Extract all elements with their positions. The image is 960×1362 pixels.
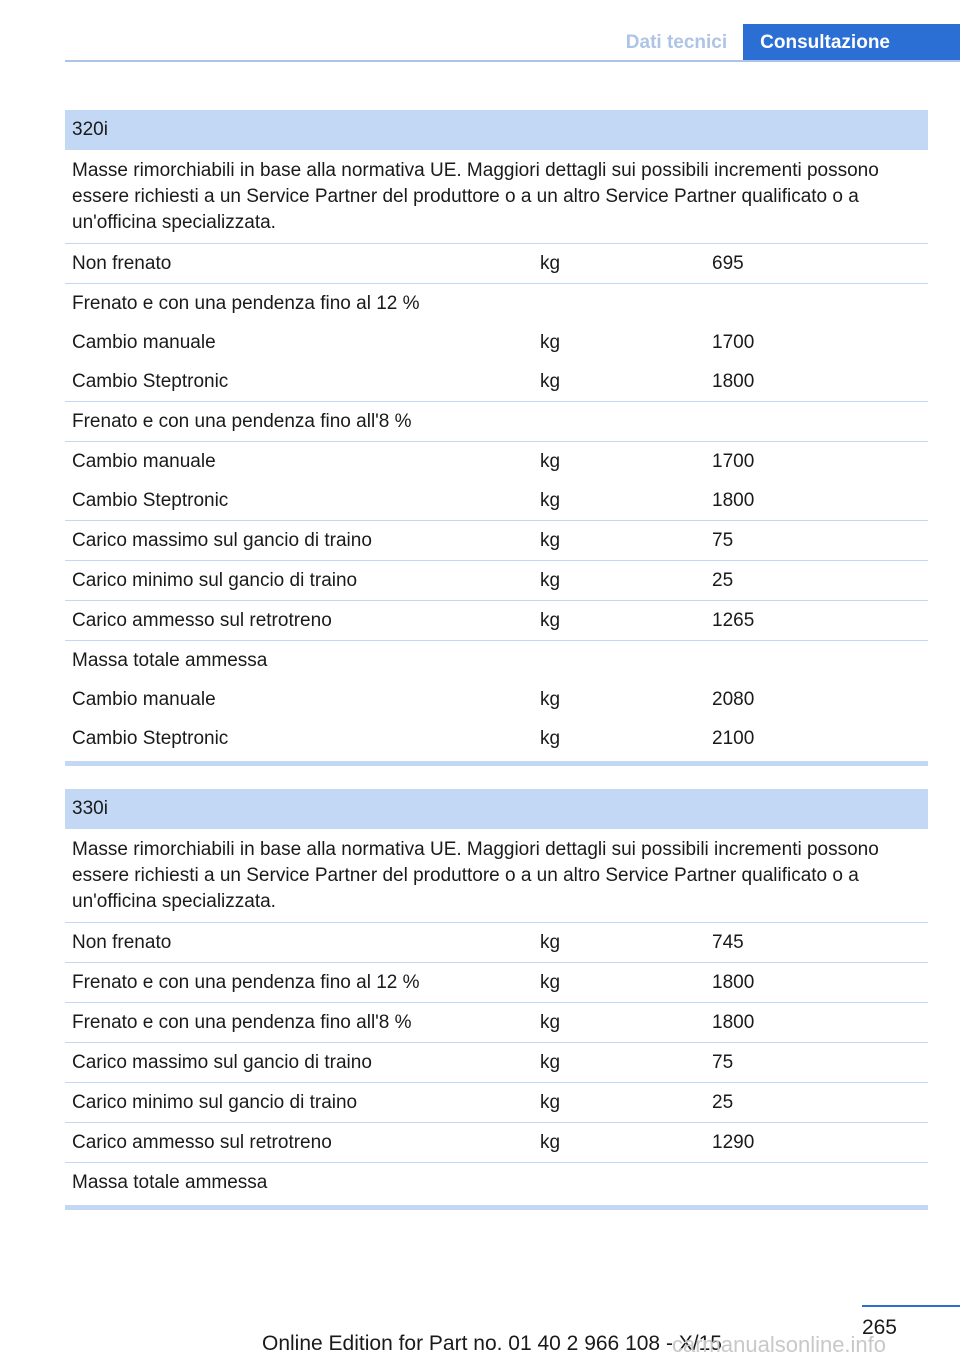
table-row	[65, 1043, 928, 1083]
row-unit: kg	[540, 972, 561, 993]
row-unit: kg	[540, 570, 561, 591]
table-row	[65, 1123, 928, 1163]
page-number: 265	[861, 1316, 897, 1339]
row-label: Massa totale ammessa	[72, 1172, 268, 1193]
row-unit: kg	[540, 610, 561, 631]
row-value	[712, 284, 928, 323]
row-value: 75	[712, 1052, 734, 1073]
spec-table-330i	[65, 789, 928, 1210]
row-label: Non frenato	[72, 932, 172, 953]
table-row	[65, 641, 928, 680]
row-value	[712, 402, 928, 441]
table-bottom-rule	[65, 761, 928, 766]
row-label: Cambio Steptronic	[72, 728, 229, 749]
row-unit: kg	[540, 689, 561, 710]
table-row	[65, 963, 928, 1003]
table-row	[65, 521, 928, 561]
row-label: Frenato e con una pendenza fino all'8 %	[72, 1012, 412, 1033]
row-label: Cambio manuale	[72, 451, 216, 472]
tab-dati-tecnici[interactable]: Dati tecnici	[610, 24, 743, 62]
row-value: 1700	[712, 451, 755, 472]
table-row	[65, 923, 928, 963]
watermark: carmanualsonline.info	[672, 1332, 887, 1357]
tab-consultazione[interactable]: Consultazione	[743, 24, 960, 62]
table-row	[65, 402, 928, 442]
table-row	[65, 481, 928, 521]
row-label: Non frenato	[72, 253, 172, 274]
row-value: 1800	[712, 371, 755, 392]
edition-note: Online Edition for Part no. 01 40 2 966 108 - X/15	[262, 1332, 722, 1355]
row-label: Cambio manuale	[72, 332, 216, 353]
spec-table-320i	[65, 110, 928, 766]
row-label: Carico ammesso sul retrotreno	[72, 610, 332, 631]
row-unit	[540, 402, 712, 441]
table-description: Masse rimorchiabili in base alla normativa UE. Maggiori dettagli sui possibili incrementi possono essere richiesti a un Service Partner del produttore o a un altro Service Partner qualificato o a un'officina specializzata.	[65, 829, 928, 923]
table-description: Masse rimorchiabili in base alla normativa UE. Maggiori dettagli sui possibili incrementi possono essere richiesti a un Service Partner del produttore o a un altro Service Partner qualificato o a un'officina specializzata.	[65, 150, 928, 244]
row-value: 1700	[712, 332, 755, 353]
table-row	[65, 680, 928, 719]
footer-rule	[862, 1305, 960, 1307]
row-label: Carico minimo sul gancio di traino	[72, 1092, 358, 1113]
section-tabs	[610, 24, 960, 62]
row-label: Cambio Steptronic	[72, 490, 229, 511]
table-title: 330i	[65, 789, 928, 829]
row-unit	[540, 641, 712, 680]
table-row	[65, 1083, 928, 1123]
row-value	[712, 1163, 928, 1202]
table-bottom-rule	[65, 1205, 928, 1210]
row-label: Frenato e con una pendenza fino all'8 %	[72, 411, 412, 432]
row-unit: kg	[540, 1052, 561, 1073]
row-label: Carico massimo sul gancio di traino	[72, 530, 372, 551]
row-unit: kg	[540, 490, 561, 511]
table-row	[65, 601, 928, 641]
table-row	[65, 1003, 928, 1043]
row-unit: kg	[540, 1092, 561, 1113]
row-unit: kg	[540, 728, 561, 749]
row-label: Carico massimo sul gancio di traino	[72, 1052, 372, 1073]
row-label: Frenato e con una pendenza fino al 12 %	[72, 972, 420, 993]
row-value	[712, 641, 928, 680]
row-value: 695	[712, 253, 744, 274]
row-unit: kg	[540, 1012, 561, 1033]
row-unit: kg	[540, 253, 561, 274]
table-row	[65, 442, 928, 481]
header-rule	[65, 60, 960, 62]
row-unit: kg	[540, 371, 561, 392]
row-value: 1265	[712, 610, 755, 631]
row-unit: kg	[540, 1132, 561, 1153]
row-value: 745	[712, 932, 744, 953]
table-row	[65, 1163, 928, 1202]
row-label: Cambio Steptronic	[72, 371, 229, 392]
row-label: Massa totale ammessa	[72, 650, 268, 671]
row-unit: kg	[540, 451, 561, 472]
row-label: Cambio manuale	[72, 689, 216, 710]
row-label: Frenato e con una pendenza fino al 12 %	[72, 293, 420, 314]
row-unit: kg	[540, 932, 561, 953]
row-value: 25	[712, 1092, 734, 1113]
table-row	[65, 362, 928, 402]
row-value: 2100	[712, 728, 755, 749]
table-row	[65, 561, 928, 601]
row-value: 1800	[712, 490, 755, 511]
row-unit: kg	[540, 530, 561, 551]
table-title: 320i	[65, 110, 928, 150]
row-unit	[540, 284, 712, 323]
table-row	[65, 323, 928, 362]
table-row	[65, 244, 928, 284]
row-unit	[540, 1163, 712, 1202]
row-label: Carico minimo sul gancio di traino	[72, 570, 358, 591]
row-value: 75	[712, 530, 734, 551]
table-row	[65, 284, 928, 323]
row-value: 1290	[712, 1132, 755, 1153]
table-row	[65, 719, 928, 758]
row-value: 1800	[712, 972, 755, 993]
row-value: 2080	[712, 689, 755, 710]
row-value: 1800	[712, 1012, 755, 1033]
row-value: 25	[712, 570, 734, 591]
row-unit: kg	[540, 332, 561, 353]
row-label: Carico ammesso sul retrotreno	[72, 1132, 332, 1153]
